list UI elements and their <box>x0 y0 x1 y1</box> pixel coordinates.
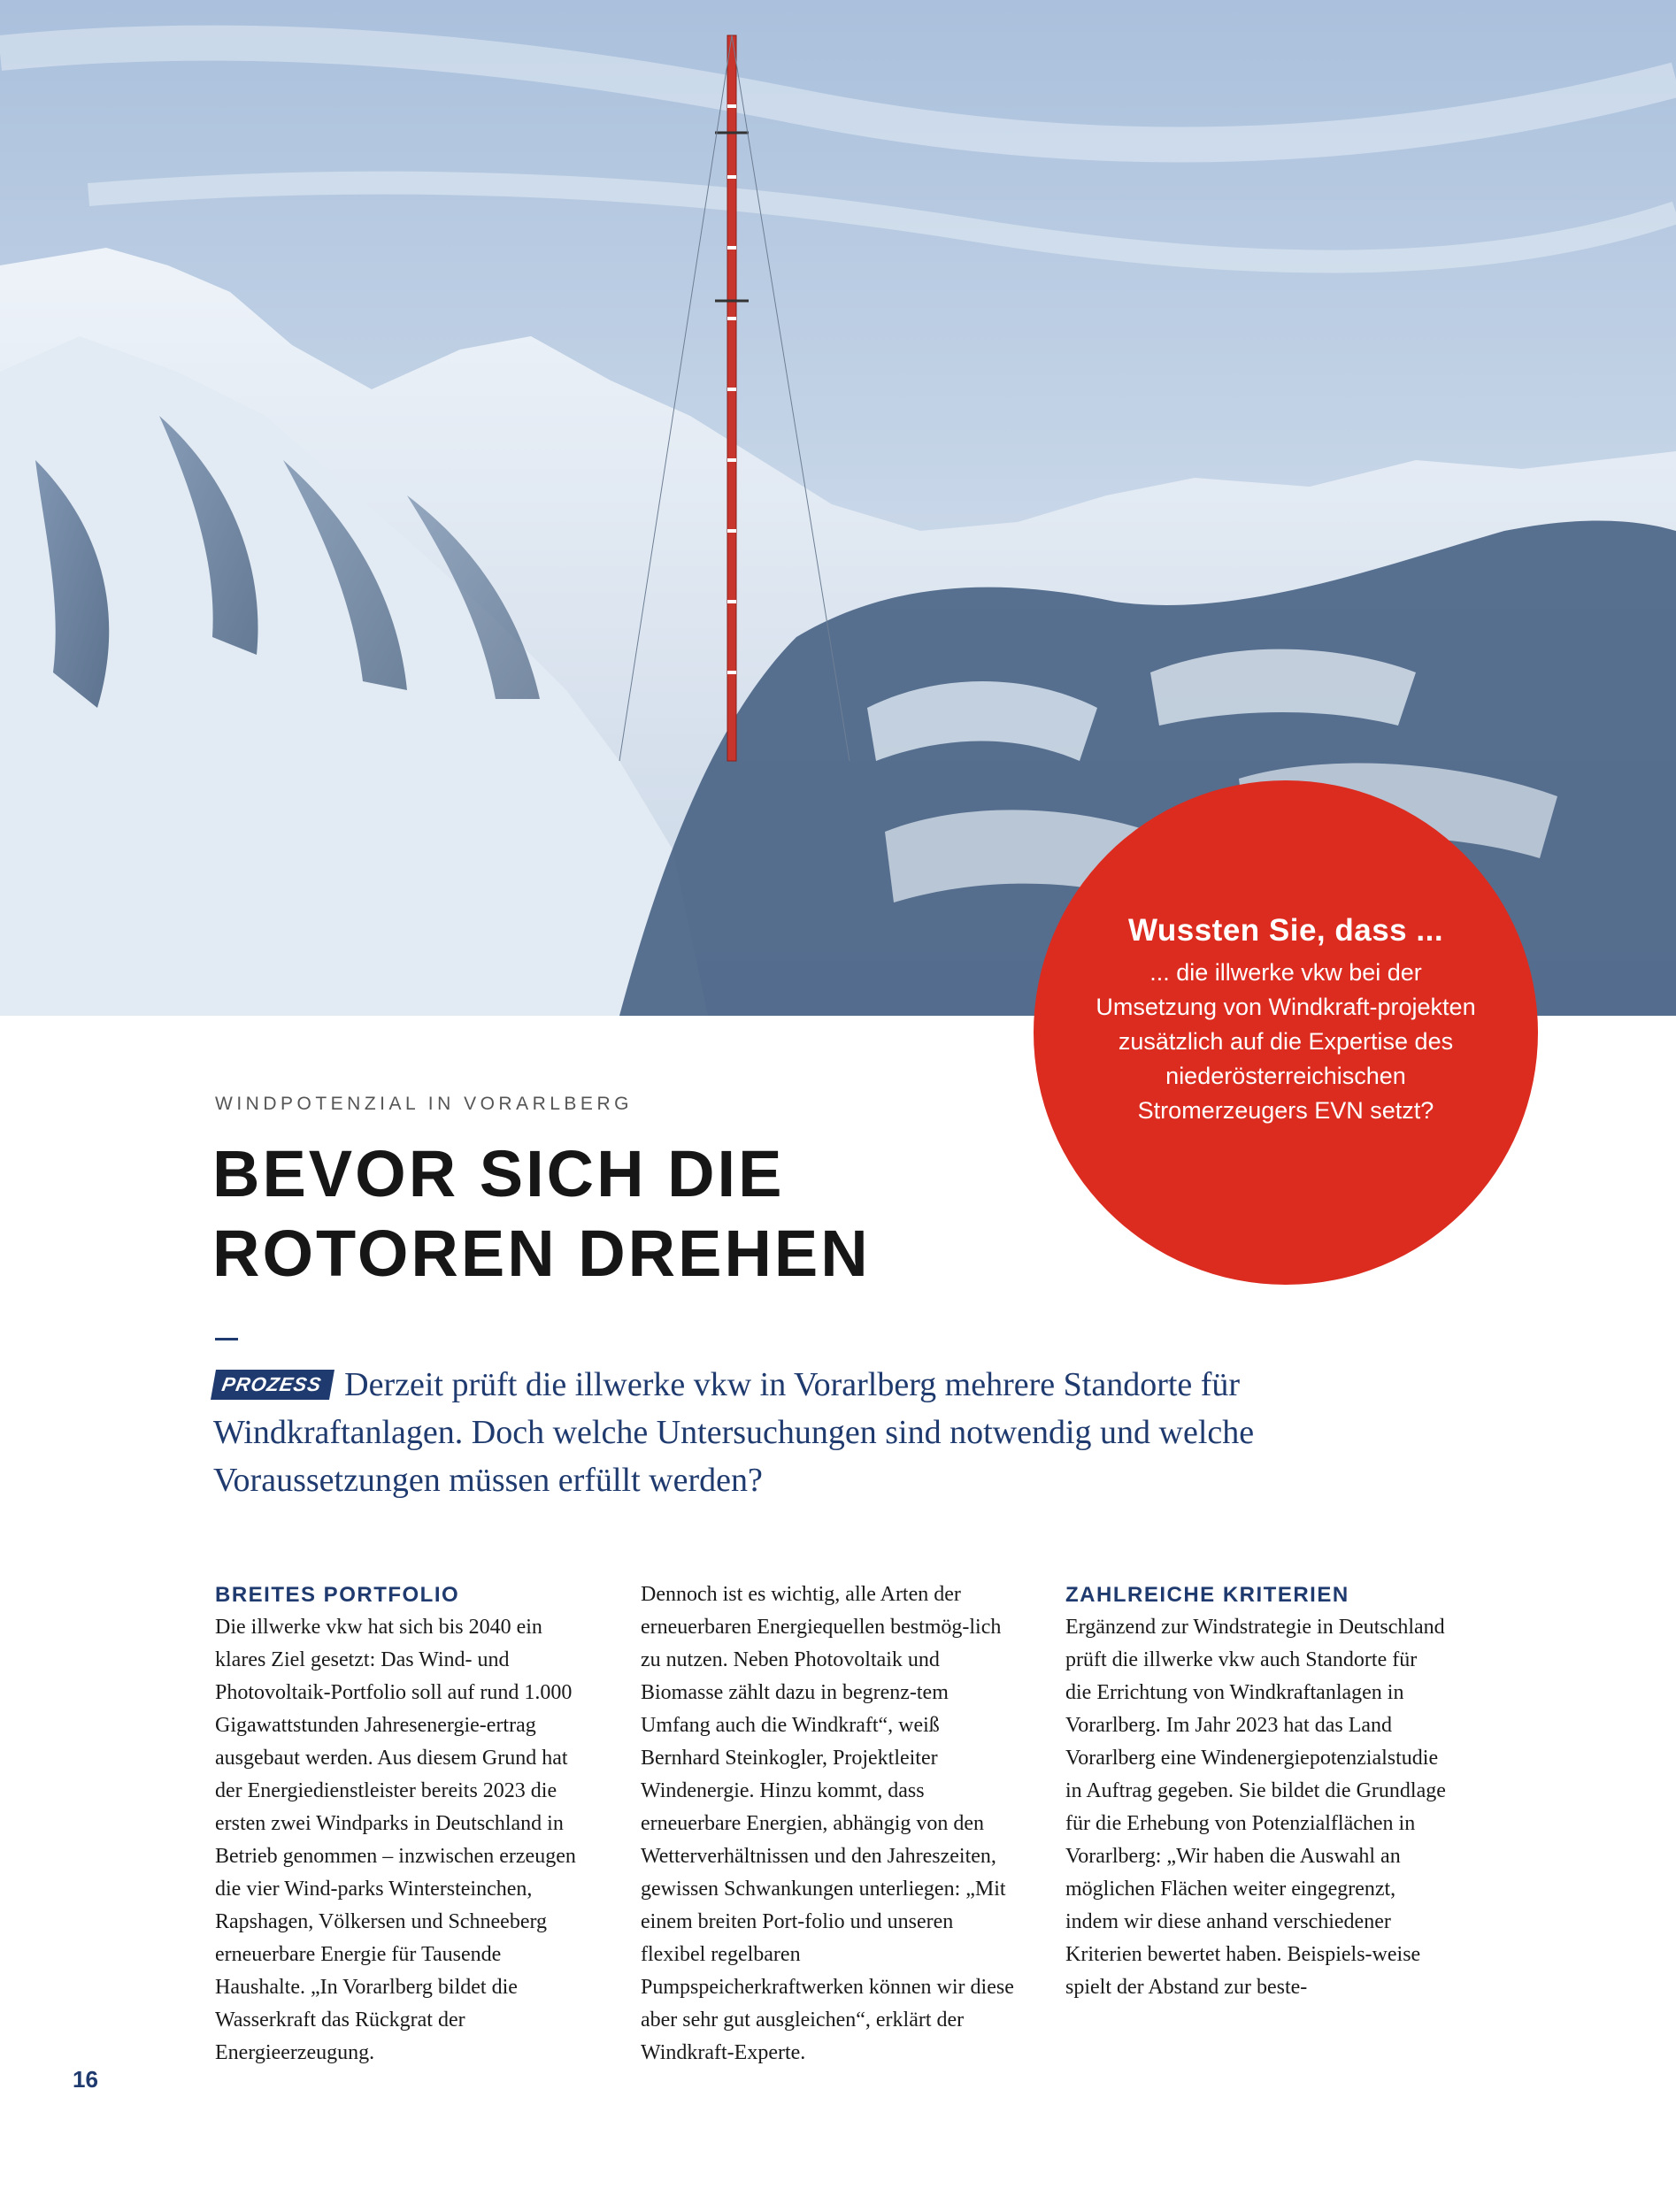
lead-text: Derzeit prüft die illwerke vkw in Vorarlberg mehrere Standorte für Windkraftanlagen. Doch welche Untersuchungen sind notwendig und welche Voraussetzungen müssen erfüllt werden? <box>213 1366 1255 1499</box>
info-circle <box>1034 780 1538 1285</box>
article-headline: BEVOR SICH DIE ROTOREN DREHEN <box>212 1137 871 1290</box>
page-number: 16 <box>73 2066 98 2093</box>
article-column-2 <box>641 1578 1021 2070</box>
article-kicker: WINDPOTENZIAL IN VORARLBERG <box>215 1094 633 1114</box>
section-tag: PROZESS <box>211 1370 334 1400</box>
article-column-1 <box>215 1578 596 2070</box>
headline-divider <box>215 1338 238 1340</box>
column-3-text: Ergänzend zur Windstrategie in Deutschland prüft die illwerke vkw auch Standorte für die Errichtung von Windkraftanlagen in Vorarlberg. Im Jahr 2023 hat das Land Vorarlberg eine Windenergiepotenzialstudie in Auftrag gegeben. Sie bildet die Grundlage für die Erhebung von Potenzialflächen in Vorarlberg: „Wir haben die Auswahl an möglichen Flächen weiter eingegrenzt, indem wir diese anhand verschiedener Kriterien bewertet haben. Beispiels-weise spielt der Abstand zur beste- <box>1065 1616 1446 1999</box>
article-lead <box>213 1361 1381 1504</box>
column-1-text: Die illwerke vkw hat sich bis 2040 ein klares Ziel gesetzt: Das Wind- und Photovoltaik-Portfolio soll auf rund 1.000 Gigawattstunden Jahresenergie-ertrag ausgebaut werden. Aus diesem Grund hat der Energiedienstleister bereits 2023 die ersten zwei Windparks in Deutschland in Betrieb genommen – inzwischen erzeugen die vier Wind-parks Wintersteinchen, Rapshagen, Völkersen und Schneeberg erneuerbare Energie für Tausende Haushalte. „In Vorarlberg bildet die Wasserkraft das Rückgrat der Energieerzeugung. <box>215 1616 576 2064</box>
article-column-3 <box>1065 1578 1446 2004</box>
column-1-heading: BREITES PORTFOLIO <box>215 1583 460 1607</box>
info-circle-title: Wussten Sie, dass ... <box>1127 913 1444 948</box>
column-3-heading: ZAHLREICHE KRITERIEN <box>1065 1583 1349 1607</box>
info-circle-body: ... die illwerke vkw bei der Umsetzung von Windkraft-projekten zusätzlich auf die Expertise des niederösterreichischen Stromerzeugers EVN setzt? <box>1096 959 1476 1124</box>
column-2-text: Dennoch ist es wichtig, alle Arten der erneuerbaren Energiequellen bestmög-lich zu nutzen. Neben Photovoltaik und Biomasse zählt dazu in begrenz-tem Umfang auch die Windkraft“, weiß Bernhard Steinkogler, Projektleiter Windenergie. Hinzu kommt, dass erneuerbare Energien, abhängig von den Wetterverhältnissen und den Jahreszeiten, gewissen Schwankungen unterliegen: „Mit einem breiten Port-folio und unseren flexibel regelbaren Pumpspeicherkraftwerken können wir diese aber sehr gut ausgleichen“, erklärt der Windkraft-Experte. <box>641 1583 1014 2064</box>
